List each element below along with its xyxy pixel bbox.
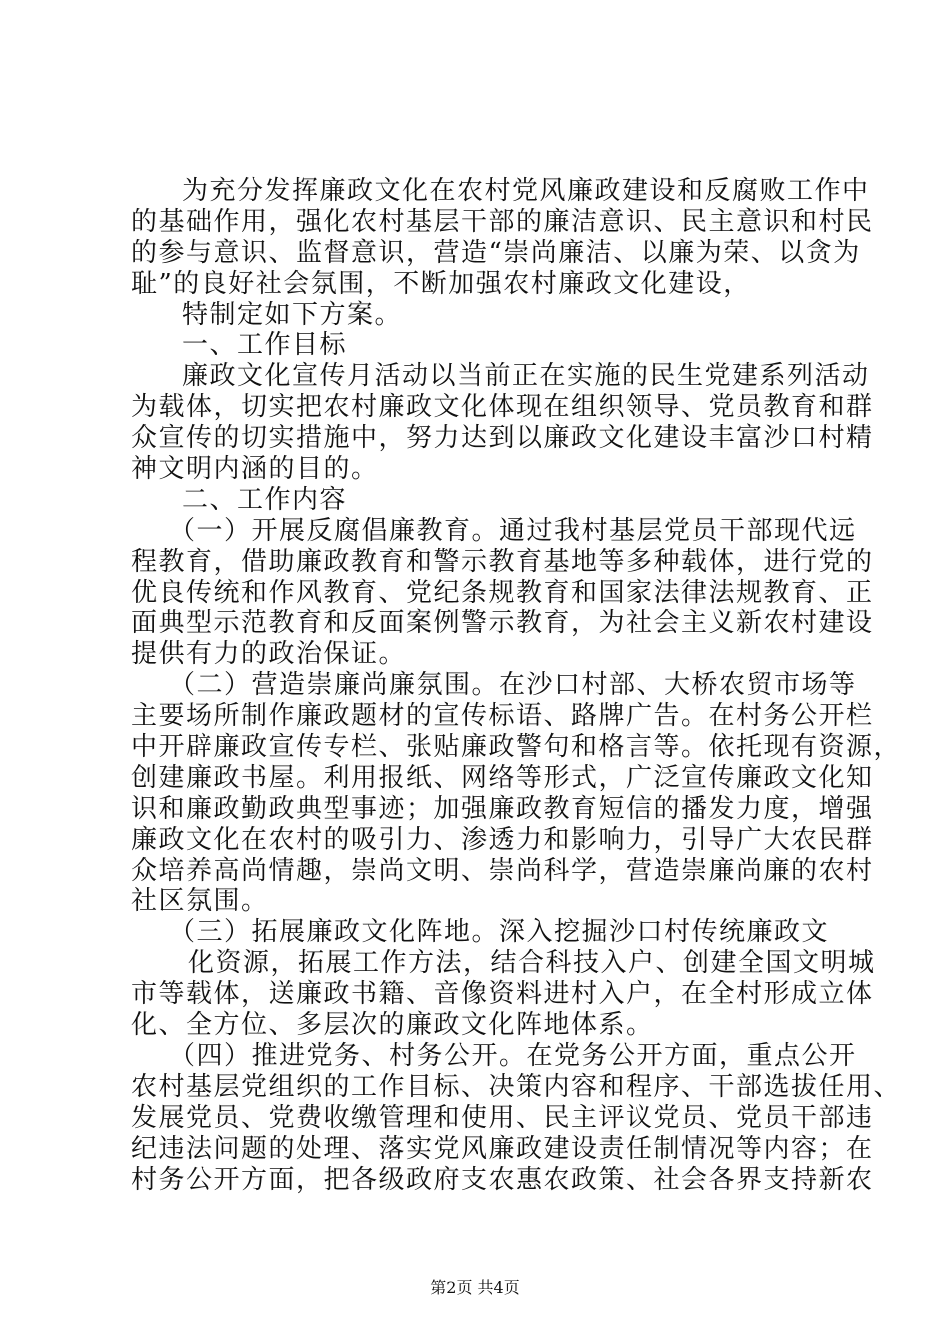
paragraph-line: 村务公开方面，把各级政府支农惠农政策、社会各界支持新农: [131, 1164, 874, 1195]
paragraph-line: 发展党员、党费收缴管理和使用、民主评议党员、党员干部违: [131, 1102, 874, 1133]
paragraph-line: 中开辟廉政宣传专栏、张贴廉政警句和格言等。依托现有资源，: [131, 732, 902, 763]
paragraph-line: （四）推进党务、村务公开。在党务公开方面，重点公开: [169, 1040, 857, 1071]
paragraph-line: 的参与意识、监督意识，营造“崇尚廉洁、以廉为荣、以贪为: [131, 237, 861, 268]
paragraph-line: 创建廉政书屋。利用报纸、网络等形式，广泛宣传廉政文化知: [131, 762, 874, 793]
paragraph-line: 社区氛围。: [131, 886, 269, 917]
paragraph-line: （三）拓展廉政文化阵地。深入挖掘沙口村传统廉政文: [169, 917, 830, 948]
paragraph-line: 纪违法问题的处理、落实党风廉政建设责任制情况等内容；在: [131, 1133, 874, 1164]
section-heading: 一、工作目标: [182, 330, 348, 361]
paragraph-line: 耻”的良好社会氛围，不断加强农村廉政文化建设，: [131, 268, 751, 299]
paragraph-line: 众宣传的切实措施中，努力达到以廉政文化建设丰富沙口村精: [131, 423, 874, 454]
page-number-footer: 第2页 共4页: [430, 1278, 520, 1297]
paragraph-line: 面典型示范教育和反面案例警示教育，为社会主义新农村建设: [131, 608, 874, 639]
paragraph-line: 化、全方位、多层次的廉政文化阵地体系。: [131, 1010, 654, 1041]
paragraph-line: （一）开展反腐倡廉教育。通过我村基层党员干部现代远: [169, 515, 857, 546]
section-heading: 二、工作内容: [182, 484, 348, 515]
paragraph-line: 廉政文化宣传月活动以当前正在实施的民生党建系列活动: [182, 361, 870, 392]
paragraph-line: 农村基层党组织的工作目标、决策内容和程序、干部选拔任用、: [131, 1071, 902, 1102]
paragraph-line: 程教育，借助廉政教育和警示教育基地等多种载体，进行党的: [131, 546, 874, 577]
paragraph-line: 化资源，拓展工作方法，结合科技入户、创建全国文明城: [188, 948, 876, 979]
paragraph-line: （二）营造崇廉尚廉氛围。在沙口村部、大桥农贸市场等: [169, 670, 857, 701]
paragraph-line: 廉政文化在农村的吸引力、渗透力和影响力，引导广大农民群: [131, 824, 874, 855]
paragraph-line: 优良传统和作风教育、党纪条规教育和国家法律法规教育、正: [131, 577, 874, 608]
document-body: [131, 176, 902, 1195]
paragraph-line: 市等载体，送廉政书籍、音像资料进村入户，在全村形成立体: [131, 979, 874, 1010]
paragraph-line: 众培养高尚情趣，崇尚文明、崇尚科学，营造崇廉尚廉的农村: [131, 855, 874, 886]
paragraph-line: 为充分发挥廉政文化在农村党风廉政建设和反腐败工作中: [182, 176, 870, 206]
paragraph-line: 的基础作用，强化农村基层干部的廉洁意识、民主意识和村民: [131, 206, 874, 237]
paragraph-line: 神文明内涵的目的。: [131, 454, 379, 485]
paragraph-line: 提供有力的政治保证。: [131, 639, 407, 670]
paragraph-line: 识和廉政勤政典型事迹；加强廉政教育短信的播发力度，增强: [131, 793, 874, 824]
paragraph-line: 主要场所制作廉政题材的宣传标语、路牌广告。在村务公开栏: [131, 701, 874, 732]
paragraph-line: 特制定如下方案。: [182, 299, 403, 330]
paragraph-line: 为载体，切实把农村廉政文化体现在组织领导、党员教育和群: [131, 392, 874, 423]
